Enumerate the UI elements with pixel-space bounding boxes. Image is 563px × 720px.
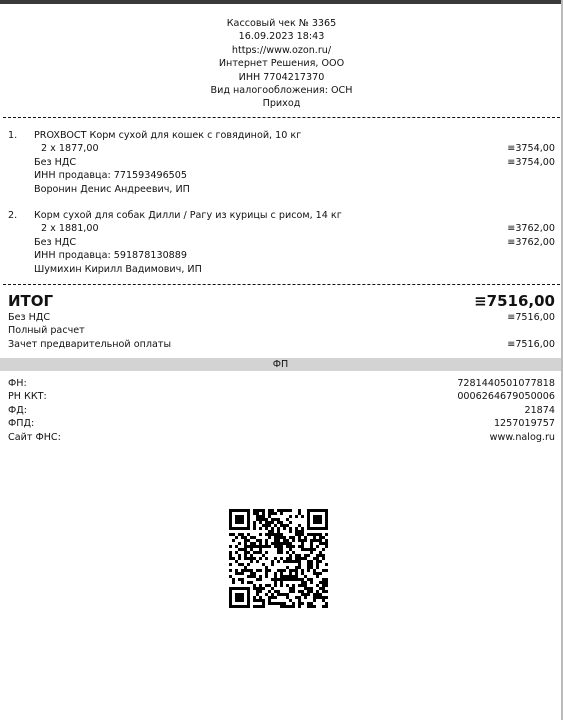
total-label: ИТОГ — [8, 292, 54, 310]
items-list — [0, 129, 563, 276]
item-seller: Воронин Денис Андреевич, ИП — [34, 183, 190, 195]
receipt-title: Кассовый чек № 3365 — [226, 18, 337, 29]
company-name: Интернет Решения, ООО — [218, 58, 345, 70]
fiscal-data — [0, 377, 563, 444]
fiscal-row — [0, 431, 563, 444]
list-item — [0, 129, 563, 196]
fiscal-label: ФПД: — [8, 418, 35, 430]
item-vat-label: Без НДС — [34, 156, 77, 168]
item-vat-amount: ≡3762,00 — [507, 236, 555, 248]
item-seller-inn: ИНН продавца: 771593496505 — [34, 170, 187, 182]
fiscal-row — [0, 417, 563, 430]
item-amount: ≡3762,00 — [507, 223, 555, 235]
fiscal-value: 0006264679050006 — [457, 391, 555, 403]
payment-type: Полный расчет — [8, 325, 85, 337]
item-qty-price: 2 x 1881,00 — [41, 223, 99, 235]
item-number: 2. — [8, 209, 18, 221]
tax-system: Вид налогообложения: ОСН — [210, 85, 353, 97]
total-value: ≡7516,00 — [474, 292, 555, 310]
window-top-border — [0, 0, 563, 4]
fiscal-label: Сайт ФНС: — [8, 431, 61, 443]
fiscal-value: 1257019757 — [493, 418, 555, 430]
fiscal-value: www.nalog.ru — [489, 431, 555, 443]
company-inn: ИНН 7704217370 — [238, 71, 325, 83]
totals-section — [0, 291, 563, 351]
item-seller-inn: ИНН продавца: 591878130889 — [34, 250, 187, 262]
item-vat-label: Без НДС — [34, 236, 77, 248]
prepay-label: Зачет предварительной оплаты — [8, 338, 172, 350]
fiscal-value: 7281440501077818 — [457, 378, 555, 389]
item-qty-price: 2 x 1877,00 — [41, 143, 99, 155]
fiscal-label: РН ККТ: — [8, 391, 47, 403]
receipt-header — [0, 17, 563, 111]
item-number: 1. — [8, 130, 18, 141]
fiscal-value: 21874 — [524, 404, 555, 416]
prepay-value: ≡7516,00 — [507, 338, 555, 350]
fiscal-label: ФН: — [8, 378, 27, 389]
item-vat-amount: ≡3754,00 — [507, 156, 555, 168]
receipt-datetime: 16.09.2023 18:43 — [238, 31, 325, 43]
item-name: PROXBOCT Корм сухой для кошек с говядиной, 10 кг — [34, 130, 302, 141]
fiscal-label: ФД: — [8, 404, 27, 416]
fiscal-row — [0, 390, 563, 403]
divider — [3, 117, 560, 118]
fiscal-row — [0, 377, 563, 390]
total-vat-label: Без НДС — [8, 312, 51, 323]
item-amount: ≡3754,00 — [507, 143, 555, 155]
total-vat-value: ≡7516,00 — [507, 312, 555, 323]
operation-type: Приход — [262, 98, 301, 110]
qr-code-icon — [229, 509, 328, 608]
item-name: Корм сухой для собак Дилли / Рагу из курицы с рисом, 14 кг — [34, 209, 342, 221]
list-item — [0, 209, 563, 276]
item-seller: Шумихин Кирилл Вадимович, ИП — [34, 263, 202, 275]
fp-section-header: ФП — [0, 358, 561, 371]
store-url: https://www.ozon.ru/ — [231, 44, 332, 56]
divider — [3, 284, 560, 285]
fiscal-row — [0, 404, 563, 417]
